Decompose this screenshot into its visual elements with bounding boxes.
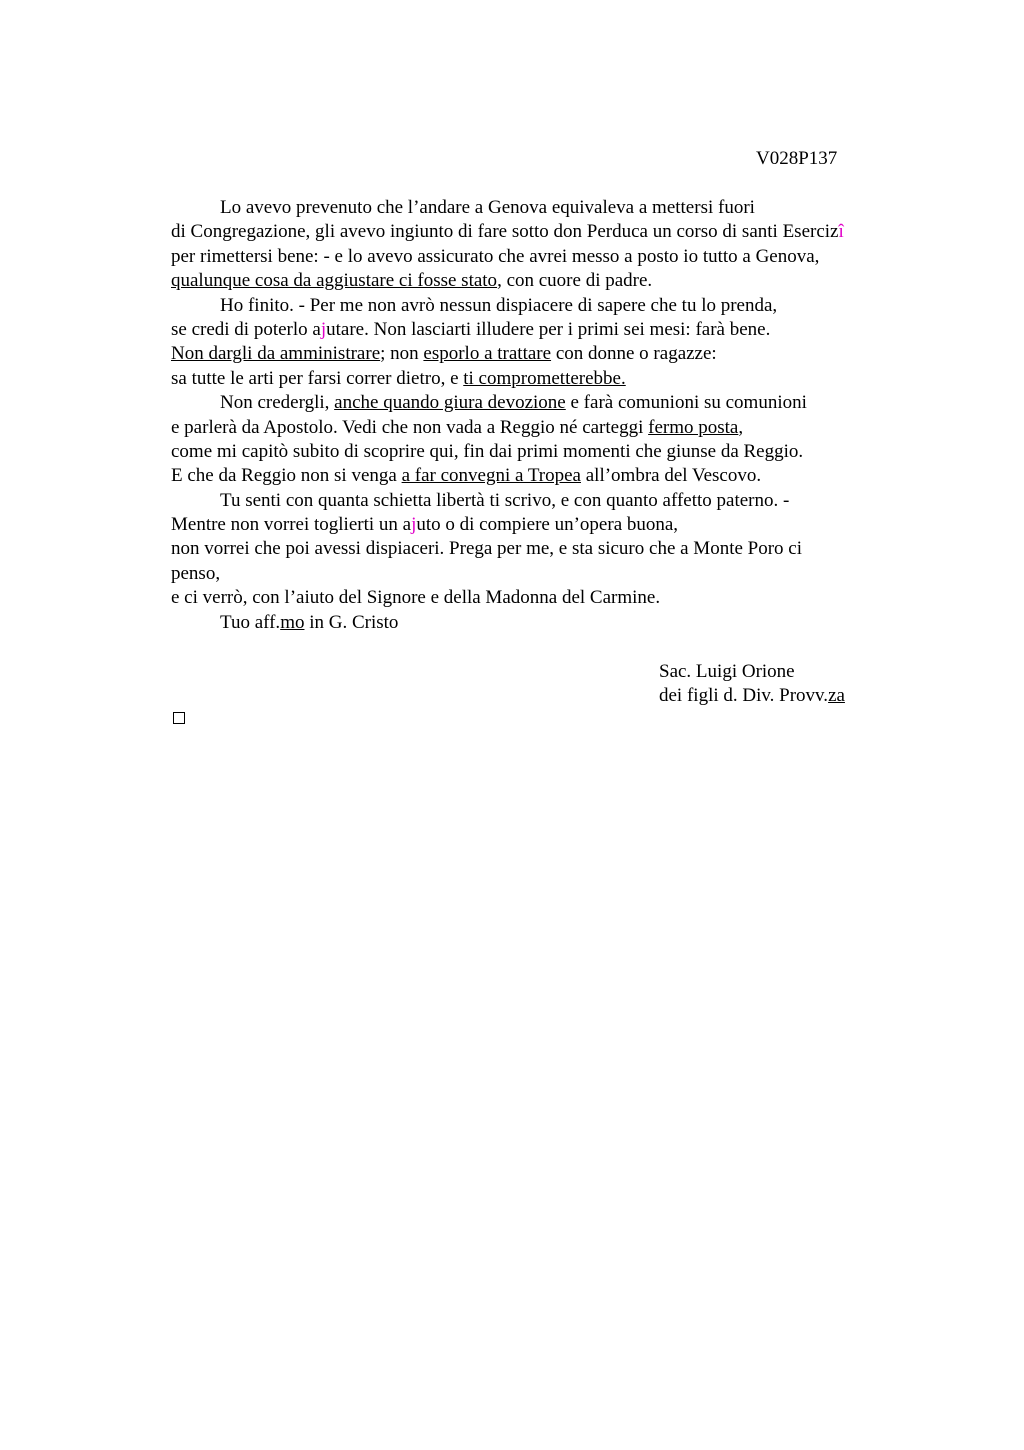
text-line: sa tutte le arti per farsi correr dietro, e ti comprometterebbe.: [171, 367, 626, 389]
text-line: come mi capitò subito di scoprire qui, fin dai primi momenti che giunse da Reggio.: [171, 440, 804, 462]
text-line: Mentre non vorrei toglierti un ajuto o di compiere un’opera buona,: [171, 514, 679, 536]
text-line: non vorrei che poi avessi dispiaceri. Prega per me, e sta sicuro che a Monte Poro ci: [171, 538, 803, 560]
highlighted-char: j: [320, 318, 327, 340]
text-line: Lo avevo prevenuto che l’andare a Genova equivaleva a mettersi fuori: [220, 197, 755, 218]
text-line: e ci verrò, con l’aiuto del Signore e della Madonna del Carmine.: [171, 587, 661, 609]
signature-title: dei figli d. Div. Provv.za: [659, 685, 845, 707]
text-line: E che da Reggio non si venga a far convegni a Tropea all’ombra del Vescovo.: [171, 465, 762, 487]
underlined-phrase: Non dargli da amministrare: [171, 343, 381, 365]
underlined-phrase: anche quando giura devozione: [334, 392, 566, 414]
text-line: per rimettersi bene: - e lo avevo assicurato che avrei messo a posto io tutto a Genova,: [171, 245, 820, 267]
text-line: qualunque cosa da aggiustare ci fosse stato, con cuore di padre.: [171, 270, 653, 292]
highlighted-char: î: [838, 221, 844, 243]
text-line: Non credergli, anche quando giura devozione e farà comunioni su comunioni: [220, 392, 807, 414]
underlined-phrase: ti comprometterebbe.: [463, 367, 626, 389]
text-line: se credi di poterlo ajutare. Non lasciarti illudere per i primi sei mesi: farà bene.: [171, 318, 771, 340]
underlined-phrase: qualunque cosa da aggiustare ci fosse stato: [171, 270, 498, 292]
text-line: e parlerà da Apostolo. Vedi che non vada a Reggio né carteggi fermo posta,: [171, 416, 744, 438]
checkbox-square-icon: [173, 712, 185, 724]
underlined-phrase: mo: [280, 611, 305, 633]
signature-name: Sac. Luigi Orione: [659, 661, 795, 682]
page-reference: V028P137: [756, 148, 838, 169]
text-line: Tu senti con quanta schietta libertà ti scrivo, e con quanto affetto paterno. -: [220, 489, 790, 511]
text-line: Non dargli da amministrare; non esporlo a trattare con donne o ragazze:: [171, 343, 717, 365]
text-line: di Congregazione, gli avevo ingiunto di fare sotto don Perduca un corso di santi Esercizî: [171, 221, 844, 243]
underlined-phrase: za: [828, 685, 845, 707]
highlighted-char: j: [411, 514, 417, 536]
text-line: penso,: [171, 562, 221, 584]
signature-block: [659, 660, 845, 709]
underlined-phrase: a far convegni a Tropea: [401, 465, 581, 487]
text-line: Tuo aff.mo in G. Cristo: [220, 611, 399, 633]
letter-body: [171, 196, 911, 635]
underlined-phrase: fermo posta: [648, 416, 739, 438]
text-line: Ho finito. - Per me non avrò nessun dispiacere di sapere che tu lo prenda,: [220, 294, 778, 316]
underlined-phrase: esporlo a trattare: [423, 343, 552, 365]
